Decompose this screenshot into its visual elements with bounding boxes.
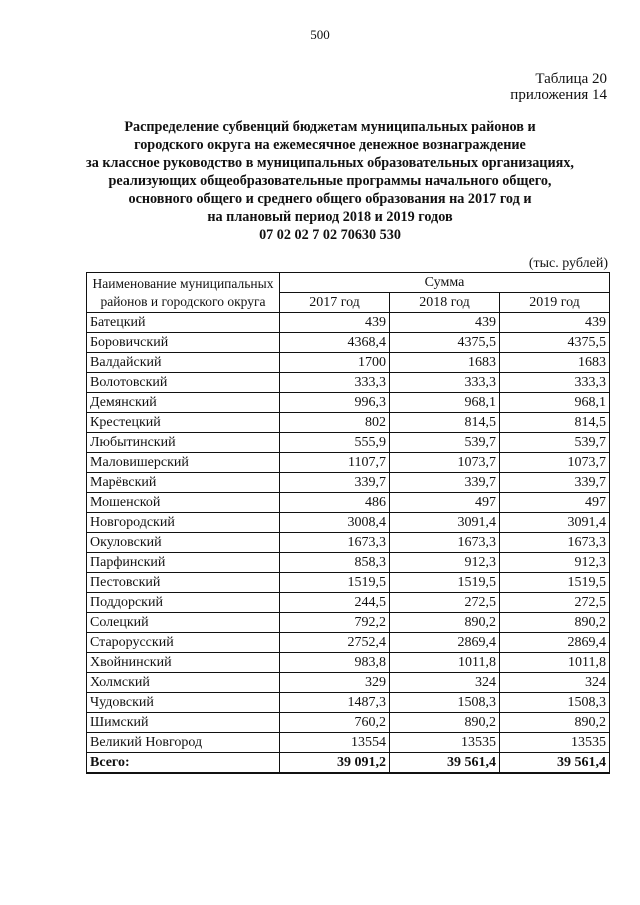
district-name: Шимский (87, 713, 280, 733)
district-name: Любытинский (87, 433, 280, 453)
value-2018: 2869,4 (390, 633, 500, 653)
district-name: Поддорский (87, 593, 280, 613)
district-name: Хвойнинский (87, 653, 280, 673)
total-2017: 39 091,2 (280, 753, 390, 774)
district-name: Мошенской (87, 493, 280, 513)
value-2018: 1508,3 (390, 693, 500, 713)
total-2019: 39 561,4 (500, 753, 610, 774)
year-header-2019: 2019 год (500, 293, 610, 313)
value-2018: 890,2 (390, 613, 500, 633)
value-2019: 968,1 (500, 393, 610, 413)
value-2019: 1673,3 (500, 533, 610, 553)
year-header-2017: 2017 год (280, 293, 390, 313)
table-row (87, 553, 610, 573)
table-reference-line-1: Таблица 20 (535, 71, 607, 87)
district-name: Солецкий (87, 613, 280, 633)
value-2017: 1700 (280, 353, 390, 373)
district-name: Холмский (87, 673, 280, 693)
value-2018: 13535 (390, 733, 500, 753)
table-row (87, 593, 610, 613)
table-row (87, 373, 610, 393)
district-name: Валдайский (87, 353, 280, 373)
value-2019: 814,5 (500, 413, 610, 433)
value-2019: 1508,3 (500, 693, 610, 713)
sum-column-header: Сумма (280, 273, 610, 293)
value-2018: 497 (390, 493, 500, 513)
total-2018: 39 561,4 (390, 753, 500, 774)
value-2018: 339,7 (390, 473, 500, 493)
table-reference (510, 71, 607, 103)
district-name: Крестецкий (87, 413, 280, 433)
value-2017: 792,2 (280, 613, 390, 633)
value-2017: 3008,4 (280, 513, 390, 533)
value-2018: 324 (390, 673, 500, 693)
value-2019: 1519,5 (500, 573, 610, 593)
value-2017: 555,9 (280, 433, 390, 453)
table-row (87, 473, 610, 493)
value-2017: 333,3 (280, 373, 390, 393)
total-label: Всего: (87, 753, 280, 774)
table-reference-line-2: приложения 14 (510, 87, 607, 103)
value-2018: 539,7 (390, 433, 500, 453)
value-2019: 1011,8 (500, 653, 610, 673)
value-2019: 1073,7 (500, 453, 610, 473)
table-row (87, 513, 610, 533)
title-line: за классное руководство в муниципальных образовательных организациях, (86, 155, 574, 171)
value-2017: 244,5 (280, 593, 390, 613)
value-2019: 890,2 (500, 713, 610, 733)
value-2019: 3091,4 (500, 513, 610, 533)
district-name: Демянский (87, 393, 280, 413)
value-2018: 1673,3 (390, 533, 500, 553)
district-name: Батецкий (87, 313, 280, 333)
year-header-2018: 2018 год (390, 293, 500, 313)
title-line: реализующих общеобразовательные программы начального общего, (108, 173, 552, 189)
value-2017: 339,7 (280, 473, 390, 493)
district-name: Боровичский (87, 333, 280, 353)
page-number: 500 (310, 27, 330, 42)
value-2017: 13554 (280, 733, 390, 753)
district-name: Окуловский (87, 533, 280, 553)
value-2017: 996,3 (280, 393, 390, 413)
table-row (87, 413, 610, 433)
table-row (87, 493, 610, 513)
value-2019: 439 (500, 313, 610, 333)
value-2019: 4375,5 (500, 333, 610, 353)
value-2017: 2752,4 (280, 633, 390, 653)
value-2017: 983,8 (280, 653, 390, 673)
district-name: Пестовский (87, 573, 280, 593)
budget-code: 07 02 02 7 02 70630 530 (259, 227, 401, 243)
table-row (87, 733, 610, 753)
value-2019: 2869,4 (500, 633, 610, 653)
value-2019: 272,5 (500, 593, 610, 613)
value-2018: 1011,8 (390, 653, 500, 673)
title-line: на плановый период 2018 и 2019 годов (207, 209, 453, 225)
value-2017: 4368,4 (280, 333, 390, 353)
value-2018: 912,3 (390, 553, 500, 573)
table-row (87, 333, 610, 353)
value-2018: 3091,4 (390, 513, 500, 533)
value-2019: 1683 (500, 353, 610, 373)
district-name: Парфинский (87, 553, 280, 573)
table-row (87, 313, 610, 333)
value-2017: 858,3 (280, 553, 390, 573)
district-name: Маловишерский (87, 453, 280, 473)
value-2017: 802 (280, 413, 390, 433)
district-name: Новгородский (87, 513, 280, 533)
table-row (87, 613, 610, 633)
table-row (87, 353, 610, 373)
value-2018: 1073,7 (390, 453, 500, 473)
value-2018: 968,1 (390, 393, 500, 413)
table-row (87, 673, 610, 693)
value-2019: 339,7 (500, 473, 610, 493)
value-2017: 329 (280, 673, 390, 693)
value-2019: 912,3 (500, 553, 610, 573)
value-2019: 13535 (500, 733, 610, 753)
table-row (87, 693, 610, 713)
table-row (87, 453, 610, 473)
value-2018: 814,5 (390, 413, 500, 433)
total-row (87, 753, 610, 774)
table-row (87, 533, 610, 553)
table-body (87, 313, 610, 753)
value-2018: 1683 (390, 353, 500, 373)
title-line: Распределение субвенций бюджетам муниципальных районов и (124, 119, 536, 135)
value-2018: 1519,5 (390, 573, 500, 593)
table-row (87, 633, 610, 653)
district-name: Старорусский (87, 633, 280, 653)
value-2019: 539,7 (500, 433, 610, 453)
district-name: Чудовский (87, 693, 280, 713)
table-row (87, 713, 610, 733)
value-2018: 272,5 (390, 593, 500, 613)
district-name: Великий Новгород (87, 733, 280, 753)
name-column-header: Наименование муниципальных районов и городского округа (87, 273, 280, 313)
value-2018: 439 (390, 313, 500, 333)
value-2018: 890,2 (390, 713, 500, 733)
value-2019: 497 (500, 493, 610, 513)
title-line: городского округа на ежемесячное денежное вознаграждение (134, 137, 526, 153)
subsidy-table (86, 272, 610, 774)
value-2018: 4375,5 (390, 333, 500, 353)
value-2019: 890,2 (500, 613, 610, 633)
value-2017: 1519,5 (280, 573, 390, 593)
district-name: Волотовский (87, 373, 280, 393)
value-2017: 486 (280, 493, 390, 513)
units-label: (тыс. рублей) (528, 256, 608, 271)
table-row (87, 573, 610, 593)
value-2017: 1487,3 (280, 693, 390, 713)
value-2019: 324 (500, 673, 610, 693)
value-2017: 439 (280, 313, 390, 333)
table-row (87, 433, 610, 453)
value-2017: 1673,3 (280, 533, 390, 553)
value-2017: 1107,7 (280, 453, 390, 473)
district-name: Марёвский (87, 473, 280, 493)
title-line: основного общего и среднего общего образования на 2017 год и (128, 191, 532, 207)
table-row (87, 653, 610, 673)
table-row (87, 393, 610, 413)
value-2017: 760,2 (280, 713, 390, 733)
document-title (80, 118, 580, 244)
value-2018: 333,3 (390, 373, 500, 393)
value-2019: 333,3 (500, 373, 610, 393)
